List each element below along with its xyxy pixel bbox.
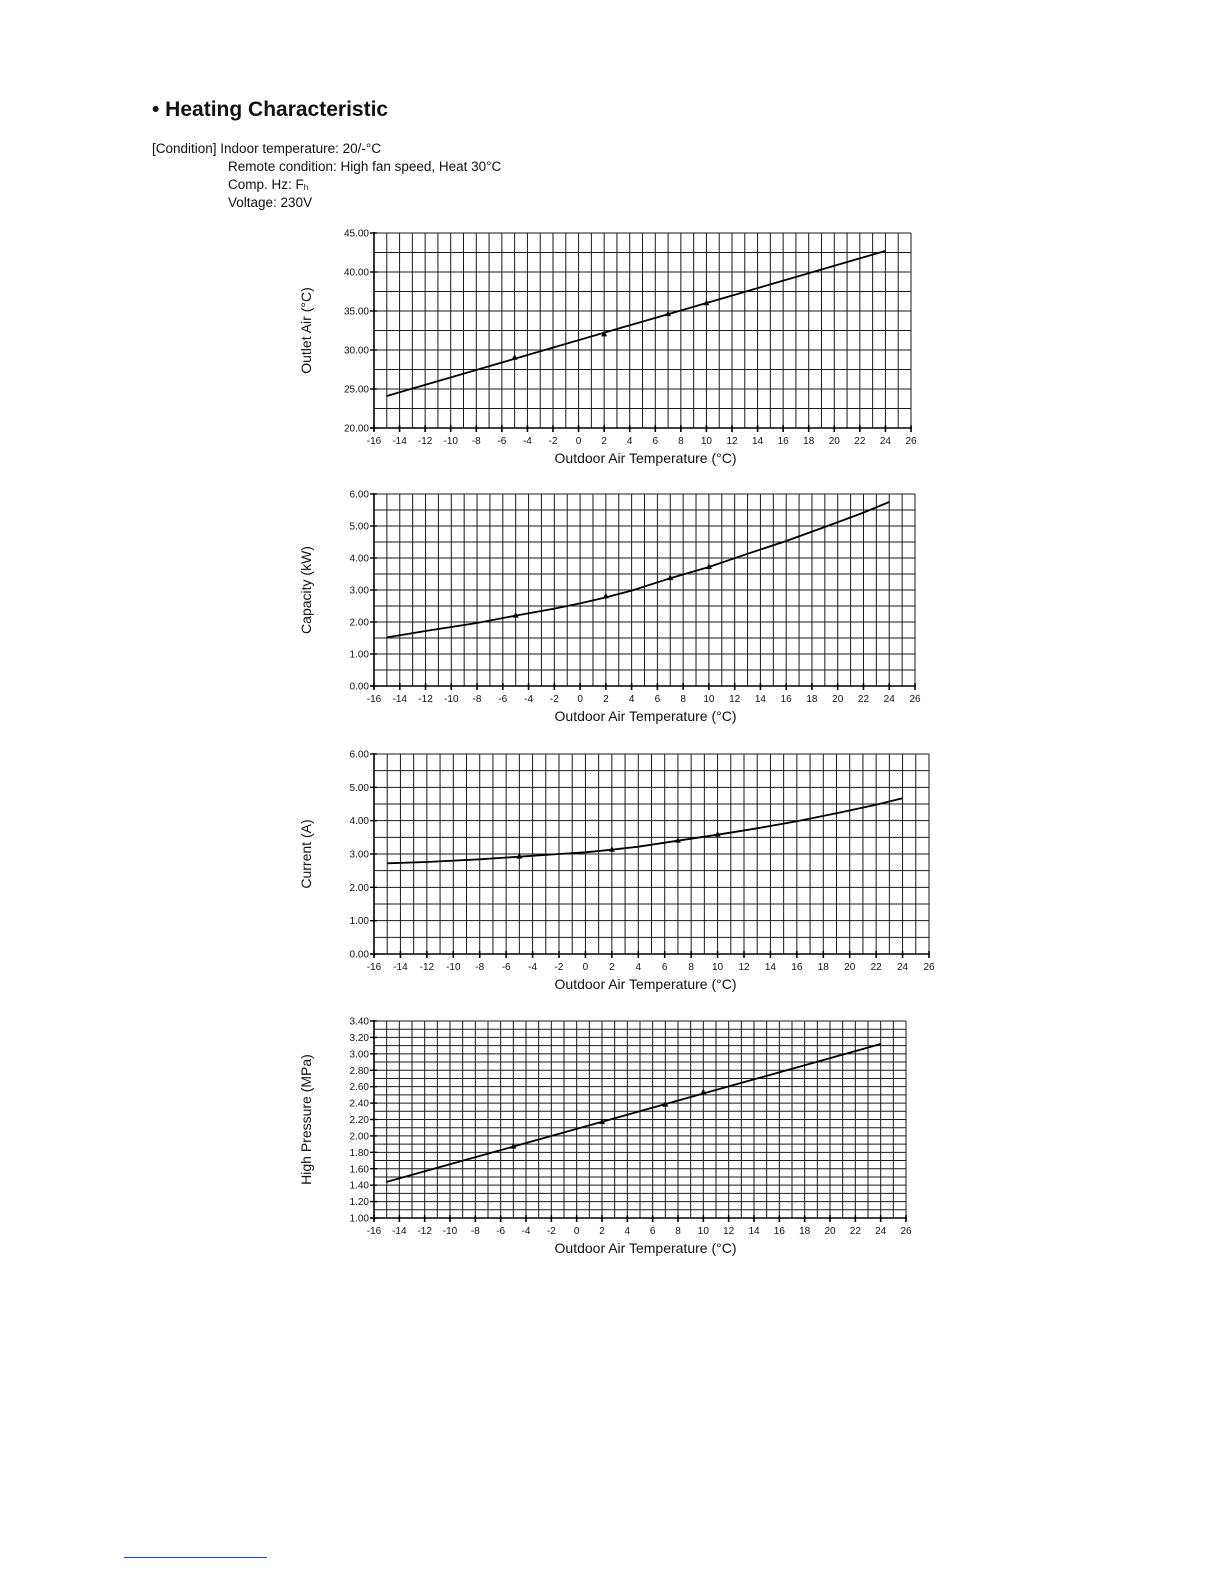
capacity-x-tick-label: -8: [472, 694, 482, 705]
outlet-air-x-tick-label: 12: [726, 436, 738, 447]
capacity-x-tick-label: -2: [549, 694, 559, 705]
high-pressure-y-tick-label: 3.20: [349, 1032, 369, 1044]
current-x-tick-label: 22: [870, 962, 882, 973]
current-x-tick-label: 24: [897, 962, 909, 973]
current-y-axis-label: Current (A): [298, 819, 314, 889]
high-pressure-x-tick-label: 4: [624, 1226, 631, 1237]
outlet-air-chart: [0, 222, 1224, 472]
current-x-tick-label: -14: [393, 962, 408, 973]
outlet-air-y-tick-label: 35.00: [343, 306, 369, 318]
high-pressure-y-tick-label: 2.60: [349, 1082, 369, 1094]
outlet-air-x-tick-label: 16: [777, 436, 789, 447]
capacity-x-tick-label: 4: [628, 694, 635, 705]
current-x-tick-label: 26: [923, 962, 935, 973]
outlet-air-x-tick-label: -14: [392, 436, 407, 447]
high-pressure-x-tick-label: 18: [799, 1226, 811, 1237]
outlet-air-x-tick-label: -2: [548, 436, 558, 447]
outlet-air-y-tick-label: 40.00: [343, 267, 369, 279]
high-pressure-y-tick-label: 2.40: [349, 1098, 369, 1110]
outlet-air-data-point: [512, 354, 518, 360]
current-x-tick-label: 8: [688, 962, 694, 973]
high-pressure-grid: [374, 1021, 906, 1218]
current-x-tick-label: -2: [554, 962, 564, 973]
outlet-air-x-tick-label: -8: [471, 436, 481, 447]
high-pressure-x-tick-label: -6: [496, 1226, 506, 1237]
current-x-tick-label: -16: [366, 962, 382, 973]
high-pressure-y-tick-label: 2.00: [349, 1131, 369, 1143]
outlet-air-series-line: [387, 251, 886, 396]
current-chart: [0, 743, 1224, 998]
current-x-tick-label: 18: [817, 962, 829, 973]
high-pressure-y-tick-label: 3.40: [349, 1016, 369, 1028]
current-x-axis-label: Outdoor Air Temperature (°C): [554, 976, 737, 992]
high-pressure-y-axis-label: High Pressure (MPa): [298, 1054, 314, 1185]
outlet-air-grid: [374, 233, 911, 428]
capacity-x-tick-label: -16: [366, 694, 382, 705]
current-x-tick-label: 20: [844, 962, 856, 973]
current-y-tick-label: 6.00: [349, 749, 369, 761]
capacity-y-tick-label: 4.00: [349, 553, 369, 565]
high-pressure-x-tick-label: -16: [366, 1226, 382, 1237]
current-x-tick-label: 2: [609, 962, 615, 973]
capacity-x-tick-label: -4: [524, 694, 534, 705]
high-pressure-x-axis-label: Outdoor Air Temperature (°C): [554, 1240, 737, 1256]
capacity-x-tick-label: -14: [392, 694, 407, 705]
condition-comp-hz-subscript: h: [303, 183, 309, 192]
current-y-tick-label: 2.00: [349, 882, 369, 894]
current-x-tick-label: 14: [764, 962, 776, 973]
current-y-tick-label: 4.00: [349, 816, 369, 828]
current-y-tick-label: 0.00: [349, 949, 369, 961]
outlet-air-x-tick-label: 26: [905, 436, 917, 447]
high-pressure-x-tick-label: 8: [675, 1226, 681, 1237]
outlet-air-x-tick-label: 18: [803, 436, 815, 447]
outlet-air-y-axis-label: Outlet Air (°C): [298, 287, 314, 374]
capacity-x-tick-label: 2: [603, 694, 609, 705]
capacity-x-tick-label: -12: [418, 694, 433, 705]
current-grid: [374, 754, 929, 954]
high-pressure-y-tick-label: 1.80: [349, 1147, 369, 1159]
capacity-chart: [0, 483, 1224, 733]
high-pressure-x-tick-label: 0: [573, 1226, 580, 1237]
outlet-air-x-tick-label: 6: [652, 436, 659, 447]
high-pressure-x-tick-label: -8: [470, 1226, 480, 1237]
high-pressure-x-tick-label: 20: [824, 1226, 836, 1237]
current-x-tick-label: -10: [446, 962, 461, 973]
high-pressure-x-tick-label: 10: [697, 1226, 709, 1237]
capacity-x-tick-label: 20: [832, 694, 844, 705]
high-pressure-y-tick-label: 2.20: [349, 1115, 369, 1126]
capacity-y-tick-label: 3.00: [349, 585, 369, 597]
capacity-x-tick-label: 12: [729, 694, 741, 705]
capacity-x-tick-label: 18: [806, 694, 818, 705]
capacity-x-tick-label: 8: [680, 694, 686, 705]
capacity-series-line: [387, 502, 889, 637]
outlet-air-x-tick-label: 24: [879, 436, 891, 447]
capacity-x-tick-label: 14: [754, 694, 766, 705]
outlet-air-x-tick-label: 0: [575, 436, 582, 447]
current-y-tick-label: 1.00: [349, 916, 369, 928]
current-x-tick-label: -8: [475, 962, 485, 973]
capacity-x-tick-label: 6: [654, 694, 661, 705]
high-pressure-y-tick-label: 1.40: [349, 1180, 369, 1192]
high-pressure-x-tick-label: -4: [521, 1226, 531, 1237]
capacity-y-tick-label: 0.00: [349, 681, 369, 693]
current-x-tick-label: -12: [419, 962, 435, 973]
current-x-tick-label: 10: [712, 962, 724, 973]
condition-comp-hz-label: Comp. Hz: F: [228, 177, 304, 192]
condition-voltage: Voltage: 230V: [228, 195, 313, 210]
capacity-x-tick-label: 26: [909, 694, 921, 705]
outlet-air-y-tick-label: 45.00: [343, 228, 369, 240]
condition-indoor: [Condition] Indoor temperature: 20/-°C: [152, 141, 382, 156]
high-pressure-y-tick-label: 1.20: [349, 1197, 369, 1209]
capacity-y-axis-label: Capacity (kW): [298, 546, 314, 634]
outlet-air-x-tick-label: 22: [854, 436, 866, 447]
current-x-tick-label: -6: [501, 962, 511, 973]
outlet-air-x-tick-label: 14: [752, 436, 764, 447]
high-pressure-x-tick-label: 24: [875, 1226, 887, 1237]
outlet-air-x-tick-label: 2: [601, 436, 607, 447]
high-pressure-x-tick-label: -14: [392, 1226, 407, 1237]
capacity-y-tick-label: 1.00: [349, 649, 369, 661]
high-pressure-x-tick-label: -10: [442, 1226, 458, 1237]
high-pressure-x-tick-label: 14: [748, 1226, 760, 1237]
current-x-tick-label: 0: [582, 962, 589, 973]
capacity-x-tick-label: 16: [780, 694, 792, 705]
current-x-tick-label: 12: [738, 962, 750, 973]
outlet-air-x-tick-label: -12: [417, 436, 433, 447]
capacity-x-axis-label: Outdoor Air Temperature (°C): [554, 708, 737, 724]
capacity-x-tick-label: 10: [703, 694, 715, 705]
high-pressure-x-tick-label: 16: [773, 1226, 785, 1237]
high-pressure-y-tick-label: 1.60: [349, 1164, 369, 1176]
outlet-air-x-tick-label: 10: [700, 436, 712, 447]
current-y-tick-label: 3.00: [349, 849, 369, 861]
outlet-air-x-tick-label: 8: [678, 436, 684, 447]
current-x-tick-label: 4: [635, 962, 642, 973]
capacity-x-tick-label: 0: [577, 694, 583, 705]
high-pressure-x-tick-label: 22: [849, 1226, 861, 1237]
high-pressure-y-tick-label: 2.80: [349, 1065, 369, 1077]
high-pressure-x-tick-label: -12: [417, 1226, 432, 1237]
outlet-air-x-tick-label: 20: [828, 436, 840, 447]
outlet-air-x-tick-label: -10: [443, 436, 458, 447]
high-pressure-series-line: [387, 1044, 881, 1182]
outlet-air-y-tick-label: 20.00: [343, 423, 369, 435]
high-pressure-y-tick-label: 1.00: [349, 1213, 369, 1225]
outlet-air-y-tick-label: 30.00: [343, 345, 369, 357]
outlet-air-y-tick-label: 25.00: [343, 384, 369, 396]
capacity-y-tick-label: 5.00: [349, 521, 369, 533]
current-x-tick-label: -4: [528, 962, 538, 973]
high-pressure-x-tick-label: 26: [900, 1226, 912, 1237]
capacity-x-tick-label: 24: [883, 694, 895, 705]
capacity-x-tick-label: -10: [444, 694, 459, 705]
high-pressure-chart: [0, 1010, 1224, 1265]
high-pressure-data-point: [700, 1089, 706, 1095]
outlet-air-x-tick-label: 4: [626, 436, 633, 447]
outlet-air-x-tick-label: -4: [522, 436, 532, 447]
capacity-x-tick-label: -6: [498, 694, 508, 705]
current-x-tick-label: 6: [661, 962, 668, 973]
current-x-tick-label: 16: [791, 962, 803, 973]
current-y-tick-label: 5.00: [349, 782, 369, 794]
page-title: • Heating Characteristic: [152, 98, 389, 121]
footer-rule: [124, 1557, 267, 1558]
high-pressure-x-tick-label: 12: [723, 1226, 735, 1237]
outlet-air-x-axis-label: Outdoor Air Temperature (°C): [554, 450, 737, 466]
high-pressure-x-tick-label: 6: [649, 1226, 656, 1237]
capacity-data-point: [603, 593, 609, 599]
capacity-y-tick-label: 2.00: [349, 617, 369, 629]
outlet-air-x-tick-label: -16: [366, 436, 382, 447]
capacity-x-tick-label: 22: [857, 694, 870, 705]
capacity-y-tick-label: 6.00: [349, 489, 369, 501]
condition-comp-hz: [228, 177, 308, 192]
outlet-air-x-tick-label: -6: [497, 436, 507, 447]
high-pressure-y-tick-label: 3.00: [349, 1049, 369, 1061]
high-pressure-x-tick-label: 2: [599, 1226, 605, 1237]
high-pressure-x-tick-label: -2: [546, 1226, 556, 1237]
condition-remote: Remote condition: High fan speed, Heat 30°C: [228, 159, 502, 174]
